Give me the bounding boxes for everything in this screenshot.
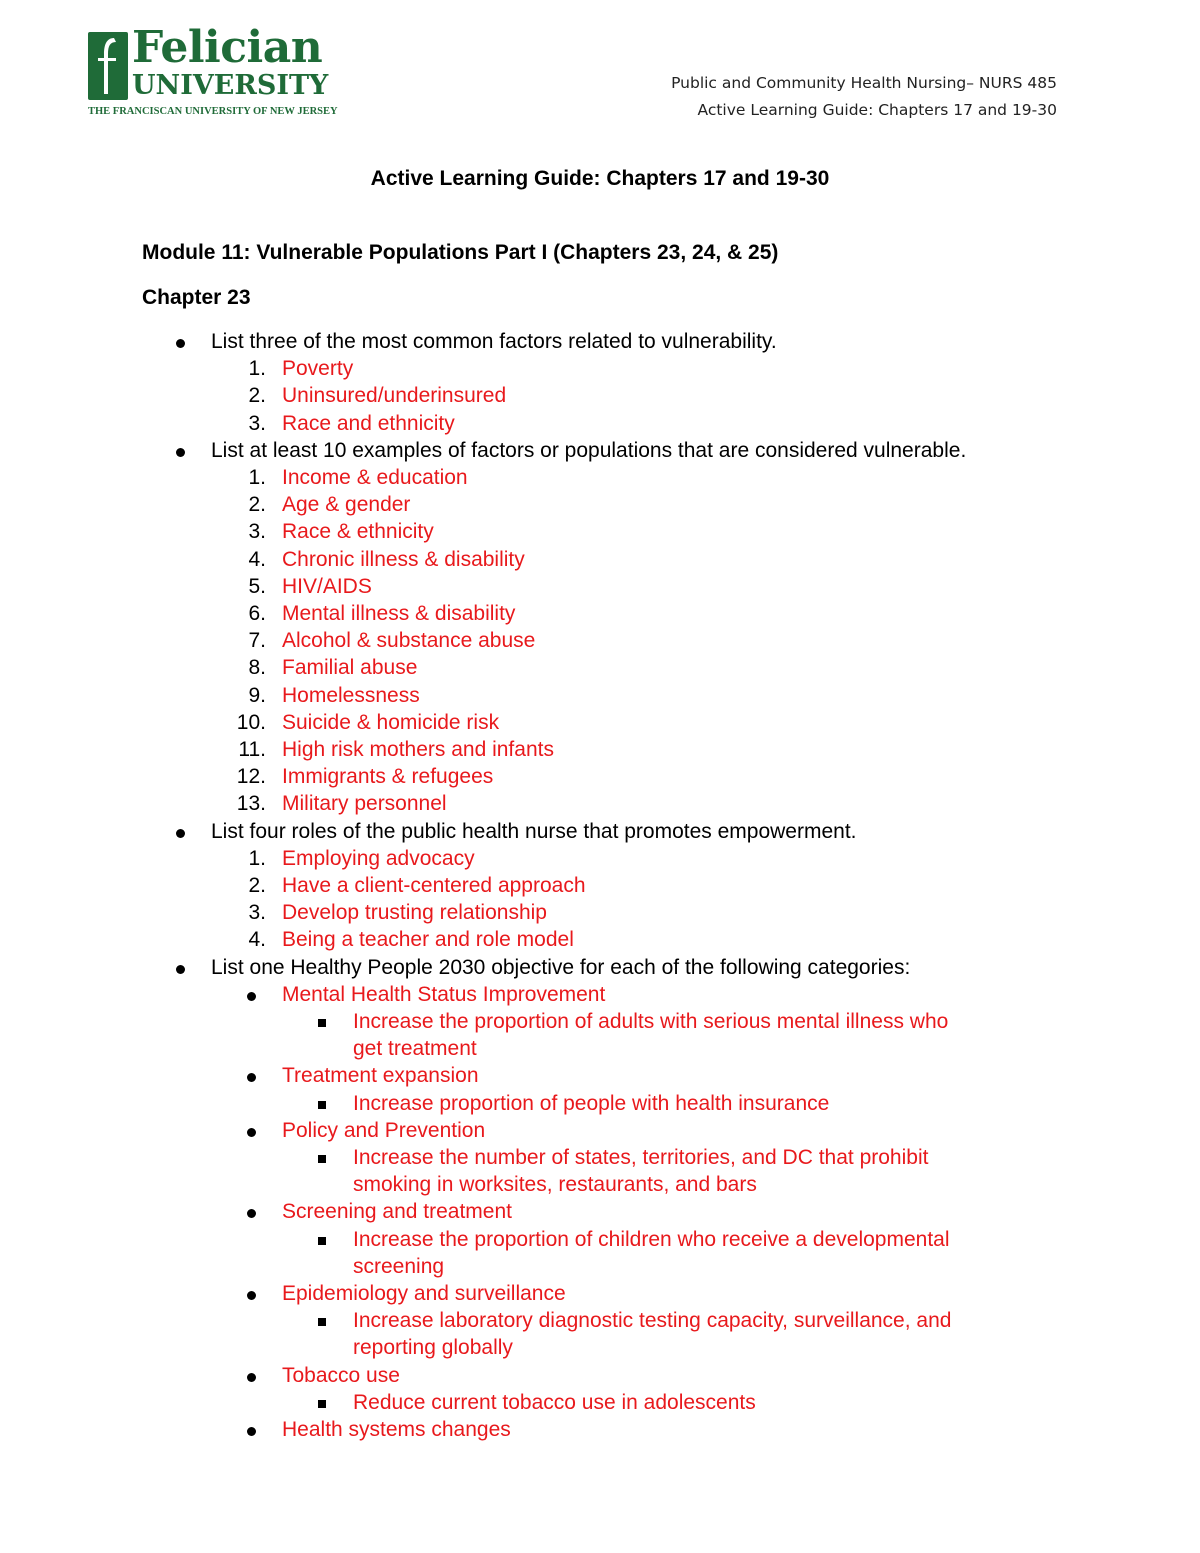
list-item: HIV/AIDS xyxy=(282,574,372,598)
list-item: Uninsured/underinsured xyxy=(282,384,507,408)
list-number: 4. xyxy=(248,547,266,571)
bullet-icon xyxy=(247,1128,256,1137)
list-item: Age & gender xyxy=(282,493,411,517)
bullet-icon xyxy=(176,965,185,974)
category-item: Screening and treatment xyxy=(282,1200,512,1224)
question-prompt: List four roles of the public health nurse that promotes empowerment. xyxy=(211,819,857,843)
list-number: 2. xyxy=(248,384,266,408)
category-item: Mental Health Status Improvement xyxy=(282,982,606,1006)
list-number: 13. xyxy=(236,792,266,816)
objective-item: Increase the proportion of adults with serious mental illness who xyxy=(353,1010,949,1033)
list-item: High risk mothers and infants xyxy=(282,738,554,761)
logo-tagline: THE FRANCISCAN UNIVERSITY OF NEW JERSEY xyxy=(88,106,338,117)
list-number: 3. xyxy=(248,411,266,435)
list-number: 2. xyxy=(248,874,266,897)
bullet-icon xyxy=(247,1373,256,1382)
bullet-icon xyxy=(247,1073,256,1082)
list-number: 11. xyxy=(238,738,266,761)
square-bullet-icon xyxy=(318,1101,326,1109)
list-item: Being a teacher and role model xyxy=(282,928,574,952)
list-item: Alcohol & substance abuse xyxy=(282,629,536,653)
bullet-icon xyxy=(176,339,185,348)
bullet-icon xyxy=(247,1427,256,1436)
category-item: Treatment expansion xyxy=(282,1064,479,1088)
category-item: Epidemiology and surveillance xyxy=(282,1282,566,1305)
objective-item: Increase proportion of people with health insurance xyxy=(353,1091,830,1115)
bullet-icon xyxy=(247,992,256,1001)
list-number: 1. xyxy=(248,357,266,381)
bullet-icon xyxy=(176,829,185,838)
list-item: Military personnel xyxy=(282,792,447,816)
university-logo xyxy=(88,22,338,120)
list-number: 3. xyxy=(248,520,266,544)
bullet-icon xyxy=(247,1291,256,1300)
list-number: 12. xyxy=(236,765,266,789)
list-number: 5. xyxy=(248,574,266,598)
objective-item: Reduce current tobacco use in adolescents xyxy=(353,1390,756,1414)
list-item: Poverty xyxy=(282,357,354,381)
list-number: 2. xyxy=(248,493,266,517)
bullet-icon xyxy=(176,448,185,457)
square-bullet-icon xyxy=(318,1019,326,1027)
objective-item: smoking in worksites, restaurants, and bars xyxy=(353,1173,757,1197)
module-heading: Module 11: Vulnerable Populations Part I (Chapters 23, 24, & 25) xyxy=(142,241,779,264)
logo-name: Felician xyxy=(132,22,323,73)
list-number: 10. xyxy=(236,710,266,734)
header-course: Public and Community Health Nursing– NURS 485 xyxy=(671,74,1057,92)
category-item: Policy and Prevention xyxy=(282,1118,486,1142)
logo-university: UNIVERSITY xyxy=(132,70,329,101)
question-prompt: List at least 10 examples of factors or populations that are considered vulnerable. xyxy=(211,438,967,462)
list-number: 1. xyxy=(248,466,266,489)
list-item: Employing advocacy xyxy=(282,846,475,870)
category-item: Health systems changes xyxy=(282,1418,511,1441)
list-number: 6. xyxy=(248,602,266,625)
list-item: Immigrants & refugees xyxy=(282,765,494,789)
list-item: Develop trusting relationship xyxy=(282,901,547,925)
question-prompt: List three of the most common factors related to vulnerability. xyxy=(211,330,777,353)
list-item: Race and ethnicity xyxy=(282,411,455,435)
category-item: Tobacco use xyxy=(282,1363,400,1387)
square-bullet-icon xyxy=(318,1237,326,1245)
header-guide: Active Learning Guide: Chapters 17 and 19-30 xyxy=(697,101,1057,119)
list-number: 7. xyxy=(248,629,266,653)
page-title: Active Learning Guide: Chapters 17 and 19-30 xyxy=(370,167,830,190)
list-item: Homelessness xyxy=(282,683,420,707)
list-number: 1. xyxy=(248,846,266,870)
list-number: 9. xyxy=(248,683,266,707)
list-number: 3. xyxy=(248,901,266,925)
objective-item: get treatment xyxy=(353,1037,477,1061)
question-prompt: List one Healthy People 2030 objective for each of the following categories: xyxy=(211,955,911,979)
chapter-heading: Chapter 23 xyxy=(142,286,251,309)
list-item: Chronic illness & disability xyxy=(282,547,525,571)
list-item: Familial abuse xyxy=(282,656,418,680)
logo-f-mark-icon xyxy=(88,32,128,100)
list-item: Income & education xyxy=(282,466,468,489)
bullet-icon xyxy=(247,1209,256,1218)
objective-item: Increase the number of states, territories, and DC that prohibit xyxy=(353,1146,929,1169)
list-number: 8. xyxy=(248,656,266,680)
square-bullet-icon xyxy=(318,1155,326,1163)
list-item: Mental illness & disability xyxy=(282,602,516,625)
square-bullet-icon xyxy=(318,1400,326,1408)
objective-item: screening xyxy=(353,1254,445,1278)
list-number: 4. xyxy=(248,928,266,952)
list-item: Race & ethnicity xyxy=(282,520,434,544)
list-item: Have a client-centered approach xyxy=(282,874,586,897)
square-bullet-icon xyxy=(318,1318,326,1326)
list-item: Suicide & homicide risk xyxy=(282,710,500,734)
objective-item: Increase laboratory diagnostic testing capacity, surveillance, and xyxy=(353,1309,952,1333)
objective-item: reporting globally xyxy=(353,1336,513,1360)
objective-item: Increase the proportion of children who receive a developmental xyxy=(353,1227,950,1251)
